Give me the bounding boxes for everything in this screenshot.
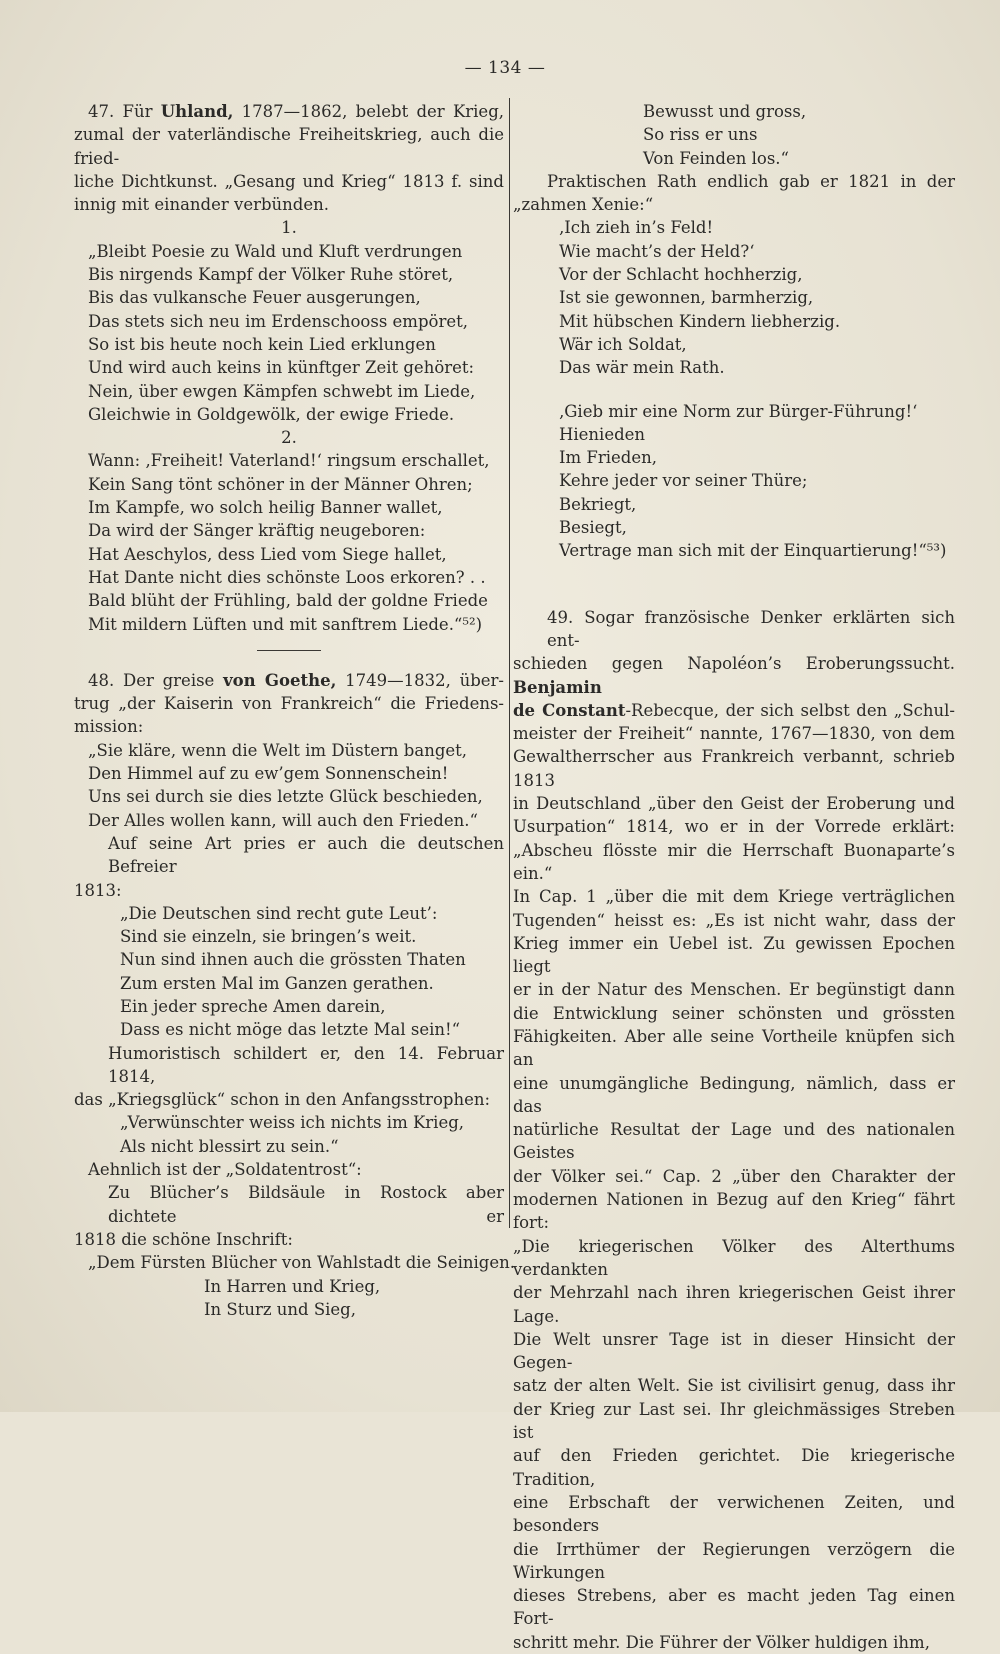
text-line <box>513 1188 955 1235</box>
text-run: 48. Der greise <box>88 670 224 690</box>
left-column <box>74 100 515 1321</box>
text-line: Hienieden <box>559 424 646 444</box>
text-line: In Harren und Krieg, <box>204 1276 381 1296</box>
text-line <box>513 815 955 838</box>
text-line: „Bleibt Poesie zu Wald und Kluft verdrungen <box>88 241 463 261</box>
text-line: Nein, über ewgen Kämpfen schwebt im Liede, <box>88 381 476 401</box>
text-run: liche Dichtkunst. „Gesang und Krieg“ 1813 f. sind <box>74 171 504 191</box>
text-line: Humoristisch schildert er, den 14. Februar 1814, <box>108 1043 504 1086</box>
text-line <box>513 1118 955 1165</box>
text-line <box>513 1328 955 1375</box>
text-line <box>513 745 955 792</box>
text-line: Mit hübschen Kindern liebherzig. <box>559 311 841 331</box>
text-run: mission: <box>74 717 144 737</box>
stanza-number-1: 1. <box>281 218 297 238</box>
text-run: 1749—1832, über- <box>336 670 504 690</box>
text-run: Tugenden“ heisst es: „Es ist nicht wahr, dass der <box>513 910 955 930</box>
text-line: Kein Sang tönt schöner in der Männer Ohren; <box>88 474 473 494</box>
text-line: „Verwünschter weiss ich nichts im Krieg, <box>120 1113 465 1133</box>
text-line <box>513 1374 955 1397</box>
stanza-gap <box>513 380 955 400</box>
text-line: „zahmen Xenie:“ <box>513 195 654 215</box>
text-run: „Die kriegerischen Völker des Alterthums verdankten <box>513 1236 955 1279</box>
text-line <box>513 932 955 979</box>
text-line: Besiegt, <box>559 518 627 538</box>
text-line: Von Feinden los.“ <box>643 148 789 168</box>
text-line: Vertrage man sich mit der Einquartierung!“⁵³) <box>559 541 947 561</box>
text-line: „Die Deutschen sind recht gute Leut’: <box>120 903 438 923</box>
bluecher-inscription-first-line: „Dem Fürsten Blücher von Wahlstadt die Seinigen. <box>88 1253 515 1273</box>
text-run: „Abscheu flösste mir die Herrschaft Buonaparte’s ein.“ <box>513 840 955 883</box>
text-line <box>513 1235 955 1282</box>
text-line: Das wär mein Rath. <box>559 358 725 378</box>
poem-goethe-deutschen <box>74 902 504 1042</box>
text-line <box>74 193 504 216</box>
text-line: Praktischen Rath endlich gab er 1821 in der <box>547 171 955 191</box>
section-49 <box>513 606 955 1654</box>
text-line: Bald blüht der Frühling, bald der goldne Friede <box>88 591 488 611</box>
text-line <box>513 606 955 653</box>
text-line: ‚Ich zieh in’s Feld! <box>559 218 714 238</box>
text-run: der Krieg zur Last sei. Ihr gleichmässiges Streben ist <box>513 1399 955 1443</box>
rath-paragraph <box>513 170 955 217</box>
text-line <box>74 170 504 193</box>
text-line: 1818 die schöne Inschrift: <box>74 1229 293 1249</box>
text-line <box>513 1072 955 1119</box>
text-line: In Sturz und Sieg, <box>204 1299 356 1319</box>
text-run: natürliche Resultat der Lage und des nationalen Geistes <box>513 1120 955 1163</box>
text-run: meister der Freiheit“ nannte, 1767—1830, von dem <box>513 724 955 744</box>
text-line: Als nicht blessirt zu sein.“ <box>120 1136 339 1156</box>
bluecher-inscription-end <box>513 100 955 170</box>
bold-name: Uhland, <box>160 102 234 121</box>
text-line <box>74 692 504 715</box>
text-run: trug „der Kaiserin von Frankreich“ die Friedens- <box>74 694 504 714</box>
text-run: auf den Frieden gerichtet. Die kriegerische Tradition, <box>513 1446 955 1489</box>
text-run: 1787—1862, belebt der Krieg, <box>233 102 505 121</box>
text-line <box>513 1025 955 1072</box>
text-run: schieden gegen Napoléon’s Eroberungssucht. <box>513 654 955 674</box>
text-line <box>74 123 504 170</box>
text-run: eine unumgängliche Bedingung, nämlich, dass er das <box>513 1073 955 1116</box>
text-line: Bis nirgends Kampf der Völker Ruhe störet, <box>88 265 454 285</box>
text-line: So ist bis heute noch kein Lied erklungen <box>88 334 436 354</box>
text-run: In Cap. 1 „über die mit dem Kriege verträglichen <box>513 887 955 907</box>
text-run: Die Welt unsrer Tage ist in dieser Hinsicht der Gegen- <box>513 1329 955 1373</box>
text-run: modernen Nationen in Bezug auf den Krieg“ fährt fort: <box>513 1190 955 1233</box>
text-line: Hat Aeschylos, dess Lied vom Siege hallet, <box>88 544 447 564</box>
text-line: Dass es nicht möge das letzte Mal sein!“ <box>120 1020 461 1040</box>
text-line <box>513 699 955 722</box>
section-separator <box>257 650 321 651</box>
text-line <box>513 909 955 932</box>
text-line <box>513 1281 955 1328</box>
section-47 <box>74 100 504 216</box>
text-run: in Deutschland „über den Geist der Eroberung und <box>513 794 955 814</box>
text-line: Bewusst und gross, <box>643 102 807 121</box>
text-line: Vor der Schlacht hochherzig, <box>559 265 803 285</box>
text-line: Wann: ‚Freiheit! Vaterland!‘ ringsum erschallet, <box>88 451 490 471</box>
text-line <box>74 715 504 738</box>
text-run: Gewaltherrscher aus Frankreich verbannt, schrieb 1813 <box>513 747 955 790</box>
text-line: Da wird der Sänger kräftig neugeboren: <box>88 521 426 541</box>
text-line: Zum ersten Mal im Ganzen gerathen. <box>120 973 434 993</box>
text-run: dieses Strebens, aber es macht jeden Tag einen Fort- <box>513 1586 955 1629</box>
poem-uhland-stanza-1 <box>74 240 504 426</box>
text-line: Auf seine Art pries er auch die deutschen Befreier <box>108 833 504 877</box>
right-column <box>513 100 955 1654</box>
humor-paragraph <box>74 1042 504 1112</box>
poem-zahme-xenie-1 <box>513 216 955 379</box>
text-line: Im Frieden, <box>559 448 657 468</box>
text-line <box>513 1538 955 1585</box>
text-line: Zu Blücher’s Bildsäule in Rostock aber dichtete er <box>108 1183 504 1226</box>
text-line: Wie macht’s der Held?‘ <box>559 241 755 261</box>
text-line: Das stets sich neu im Erdenschooss empöret, <box>88 311 468 331</box>
text-line <box>513 792 955 815</box>
text-line: das „Kriegsglück“ schon in den Anfangsstrophen: <box>74 1090 491 1110</box>
text-line: Hat Dante nicht dies schönste Loos erkoren? . . <box>88 567 486 587</box>
text-run: 47. Für <box>88 102 161 121</box>
text-line: Der Alles wollen kann, will auch den Frieden.“ <box>88 810 478 830</box>
text-line: Bis das vulkansche Feuer ausgerungen, <box>88 288 421 308</box>
text-run: Usurpation“ 1814, wo er in der Vorrede erklärt: <box>513 817 955 837</box>
text-line <box>513 1584 955 1631</box>
text-line: Den Himmel auf zu ew’gem Sonnenschein! <box>88 764 449 784</box>
text-line: Nun sind ihnen auch die grössten Thaten <box>120 950 466 970</box>
text-line <box>74 669 504 692</box>
text-run: der Völker sei.“ Cap. 2 „über den Charakter der <box>513 1166 955 1186</box>
text-line: So riss er uns <box>643 125 758 145</box>
poem-kriegsglueck <box>74 1111 504 1158</box>
poem-uhland-stanza-2 <box>74 449 504 635</box>
text-line: Sind sie einzeln, sie bringen’s weit. <box>120 927 417 947</box>
text-run: Fähigkeiten. Aber alle seine Vortheile knüpfen sich an <box>513 1026 955 1070</box>
text-line: Uns sei durch sie dies letzte Glück beschieden, <box>88 787 483 807</box>
befreier-paragraph <box>74 832 504 902</box>
text-line <box>513 1165 955 1188</box>
text-run: Krieg immer ein Uebel ist. Zu gewissen Epochen liegt <box>513 933 955 977</box>
text-line: Ist sie gewonnen, barmherzig, <box>559 288 814 308</box>
page-number: — 134 — <box>464 58 546 78</box>
text-line <box>513 978 955 1001</box>
text-line: Ein jeder spreche Amen darein, <box>120 996 386 1016</box>
text-line <box>513 722 955 745</box>
text-run: der Mehrzahl nach ihren kriegerischen Geist ihrer Lage. <box>513 1283 955 1326</box>
text-line <box>513 885 955 908</box>
poem-goethe-kaiserin <box>74 739 504 832</box>
text-run: die Irrthümer der Regierungen verzögern die Wirkungen <box>513 1539 955 1582</box>
poem-zahme-xenie-2 <box>513 400 955 563</box>
text-run: zumal der vaterländische Freiheitskrieg, auch die fried- <box>74 125 504 168</box>
text-run: 49. Sogar französische Denker erklärten sich ent- <box>547 607 955 650</box>
text-run: er in der Natur des Menschen. Er begünstigt dann <box>513 980 955 1000</box>
text-run: -Rebecque, der sich selbst den „Schul- <box>625 700 955 720</box>
text-line <box>513 839 955 886</box>
text-line: Wär ich Soldat, <box>559 334 687 354</box>
bold-name: von Goethe, <box>223 670 337 690</box>
text-line: Im Kampfe, wo solch heilig Banner wallet, <box>88 498 443 518</box>
text-run: satz der alten Welt. Sie ist civilisirt genug, dass ihr <box>513 1376 955 1396</box>
text-line: Mit mildern Lüften und mit sanftrem Liede.“⁵²) <box>88 614 483 634</box>
text-line <box>513 1631 955 1654</box>
text-run: schritt mehr. Die Führer der Völker huldigen ihm, <box>513 1632 930 1652</box>
column-divider <box>509 98 510 1228</box>
text-line: Bekriegt, <box>559 494 637 514</box>
text-line: Und wird auch keins in künftger Zeit gehöret: <box>88 358 475 378</box>
text-line: ‚Gieb mir eine Norm zur Bürger-Führung!‘ <box>559 401 918 421</box>
text-line: Kehre jeder vor seiner Thüre; <box>559 471 808 491</box>
bold-name: Benjamin <box>513 677 602 697</box>
text-line: 1813: <box>74 880 122 900</box>
text-line <box>513 1444 955 1491</box>
bluecher-inscription-start <box>74 1275 504 1322</box>
bluecher-paragraph <box>74 1181 504 1251</box>
text-run: die Entwicklung seiner schönsten und grössten <box>513 1003 955 1023</box>
text-line <box>513 1491 955 1538</box>
aehnlich-line: Aehnlich ist der „Soldatentrost“: <box>88 1160 362 1180</box>
text-run: innig mit einander verbünden. <box>74 195 329 215</box>
stanza-number-2: 2. <box>281 428 297 448</box>
text-line <box>513 652 955 699</box>
text-line <box>74 100 504 123</box>
text-run: eine Erbschaft der verwichenen Zeiten, und besonders <box>513 1492 955 1536</box>
section-48 <box>74 669 504 739</box>
text-line: „Sie kläre, wenn die Welt im Düstern banget, <box>88 740 468 760</box>
text-line: Gleichwie in Goldgewölk, der ewige Friede. <box>88 404 455 424</box>
text-line <box>513 1398 955 1445</box>
bold-name: de Constant <box>513 700 626 720</box>
text-line <box>513 1002 955 1025</box>
